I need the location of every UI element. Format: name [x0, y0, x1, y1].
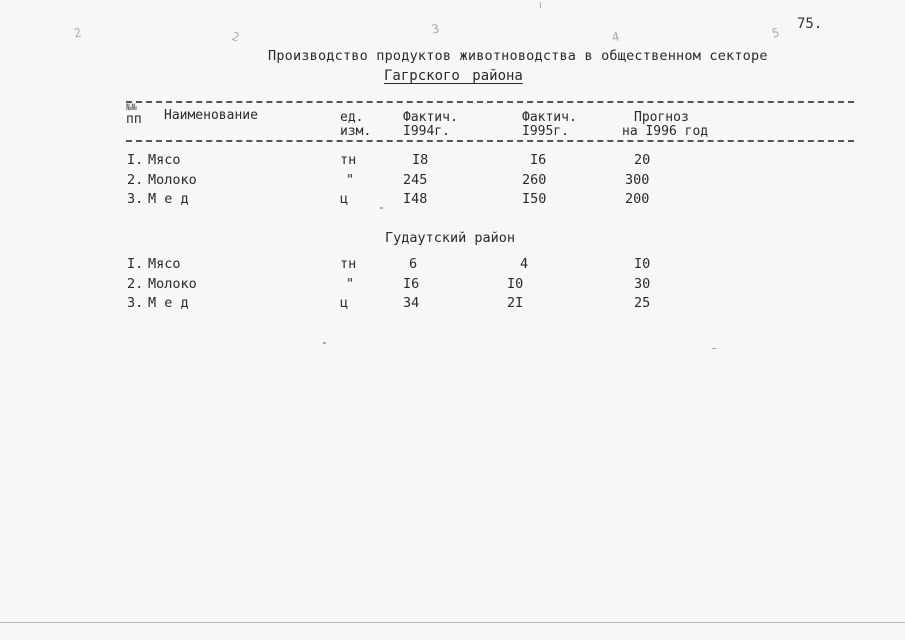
row-index: 3. — [127, 191, 144, 207]
row-actual-1994: I8 — [412, 152, 429, 168]
page-number: 75. — [797, 16, 823, 32]
header-unit — [340, 111, 371, 139]
region-title-gudauta: Гудаутский район — [385, 230, 516, 246]
row-forecast: 200 — [625, 191, 650, 207]
archive-stamp-mark: 2 — [72, 25, 83, 41]
header-forecast-line1: Прогноз — [634, 110, 689, 125]
row-index: 2. — [127, 172, 144, 188]
paper-speck — [540, 2, 541, 8]
document-title: Производство продуктов животноводства в общественном секторе — [268, 48, 768, 64]
row-unit: тн — [340, 256, 357, 272]
header-actual-1994-line2: I994г. — [403, 124, 450, 139]
row-forecast: 300 — [625, 172, 650, 188]
region-title-gagra: Гагрского района — [384, 68, 523, 84]
row-name: Мясо — [148, 152, 181, 168]
row-name: М е д — [148, 191, 189, 207]
header-number-mark: №№ — [126, 103, 137, 113]
row-actual-1995: I50 — [522, 191, 547, 207]
row-actual-1994: 245 — [403, 172, 428, 188]
paper-speck — [712, 348, 716, 349]
paper-speck — [380, 207, 383, 209]
header-unit-line1: ед. — [340, 110, 364, 125]
table-header-rule — [126, 140, 854, 142]
header-number-label: пп — [126, 112, 142, 127]
row-unit: тн — [340, 152, 357, 168]
header-actual-1995 — [522, 111, 577, 139]
header-number — [126, 104, 142, 127]
table-top-rule — [126, 101, 854, 103]
row-name: М е д — [148, 295, 189, 311]
header-actual-1995-line2: I995г. — [522, 124, 569, 139]
header-name-label: Наименование — [164, 108, 258, 123]
row-unit: " — [346, 276, 355, 292]
row-forecast: I0 — [634, 256, 651, 272]
row-name: Мясо — [148, 256, 181, 272]
scan-edge-line — [0, 622, 905, 623]
row-unit: ц — [340, 191, 349, 207]
row-actual-1995: 260 — [522, 172, 547, 188]
archive-stamp-mark: 3 — [430, 21, 441, 37]
row-forecast: 25 — [634, 295, 651, 311]
archive-stamp-mark: 5 — [770, 25, 781, 41]
row-actual-1994: I6 — [403, 276, 420, 292]
archive-stamp-mark: 2 — [230, 29, 242, 45]
row-index: I. — [127, 152, 144, 168]
row-name: Молоко — [148, 172, 197, 188]
row-index: 3. — [127, 295, 144, 311]
header-unit-line2: изм. — [340, 124, 372, 139]
header-forecast-line2: на I996 год — [622, 124, 709, 139]
header-actual-1994 — [403, 111, 458, 139]
row-actual-1994: 34 — [403, 295, 420, 311]
row-index: I. — [127, 256, 144, 272]
row-name: Молоко — [148, 276, 197, 292]
row-unit: " — [346, 172, 355, 188]
row-actual-1995: I6 — [530, 152, 547, 168]
row-actual-1994: I48 — [403, 191, 428, 207]
row-index: 2. — [127, 276, 144, 292]
paper-speck — [323, 342, 326, 344]
archive-stamp-mark: 4 — [610, 29, 621, 45]
header-name — [164, 109, 258, 123]
row-unit: ц — [340, 295, 349, 311]
header-actual-1995-line1: Фактич. — [522, 110, 577, 125]
row-actual-1995: I0 — [507, 276, 524, 292]
header-forecast-1996 — [622, 111, 708, 139]
row-actual-1994: 6 — [409, 256, 418, 272]
row-actual-1995: 4 — [520, 256, 529, 272]
row-forecast: 20 — [634, 152, 651, 168]
row-actual-1995: 2I — [507, 295, 524, 311]
row-forecast: 30 — [634, 276, 651, 292]
header-actual-1994-line1: Фактич. — [403, 110, 458, 125]
